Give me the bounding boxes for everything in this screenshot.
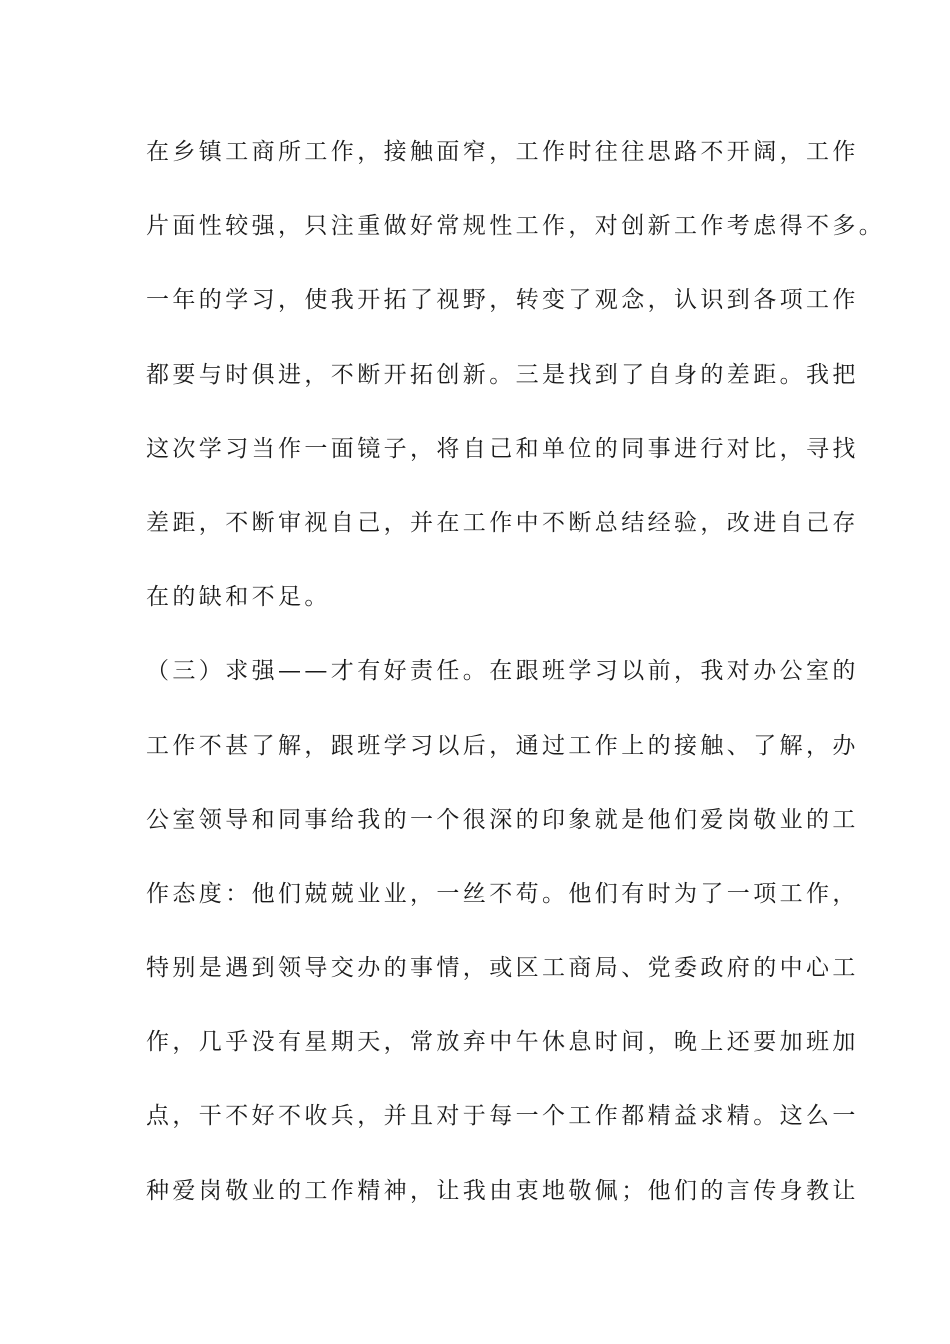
text-line-15: 种爱岗敬业的工作精神，让我由衷地敬佩；他们的言传身教让 [146,1177,859,1204]
text-line-5: 这次学习当作一面镜子，将自己和单位的同事进行对比，寻找 [146,435,859,462]
text-line-11: 作态度：他们兢兢业业，一丝不苟。他们有时为了一项工作， [146,880,859,907]
text-line-1: 在乡镇工商所工作，接触面窄，工作时往往思路不开阔，工作 [146,139,859,165]
text-line-2: 片面性较强，只注重做好常规性工作，对创新工作考虑得不多。 [146,213,886,240]
text-line-14: 点，干不好不收兵，并且对于每一个工作都精益求精。这么一 [146,1103,859,1130]
text-line-13: 作，几乎没有星期天，常放弃中午休息时间，晚上还要加班加 [146,1029,859,1056]
body-text [146,130,886,1243]
text-line-8: （三）求强——才有好责任。在跟班学习以前，我对办公室的 [146,658,859,685]
text-line-10: 公室领导和同事给我的一个很深的印象就是他们爱岗敬业的工 [146,806,859,833]
text-line-7: 在的缺和不足。 [146,584,331,611]
text-line-12: 特别是遇到领导交办的事情，或区工商局、党委政府的中心工 [146,955,859,982]
text-line-3: 一年的学习，使我开拓了视野，转变了观念，认识到各项工作 [146,287,859,314]
text-line-6: 差距，不断审视自己，并在工作中不断总结经验，改进自己存 [146,509,859,536]
text-line-4: 都要与时俱进，不断开拓创新。三是找到了自身的差距。我把 [146,361,859,388]
text-line-9: 工作不甚了解，跟班学习以后，通过工作上的接触、了解，办 [146,732,859,759]
